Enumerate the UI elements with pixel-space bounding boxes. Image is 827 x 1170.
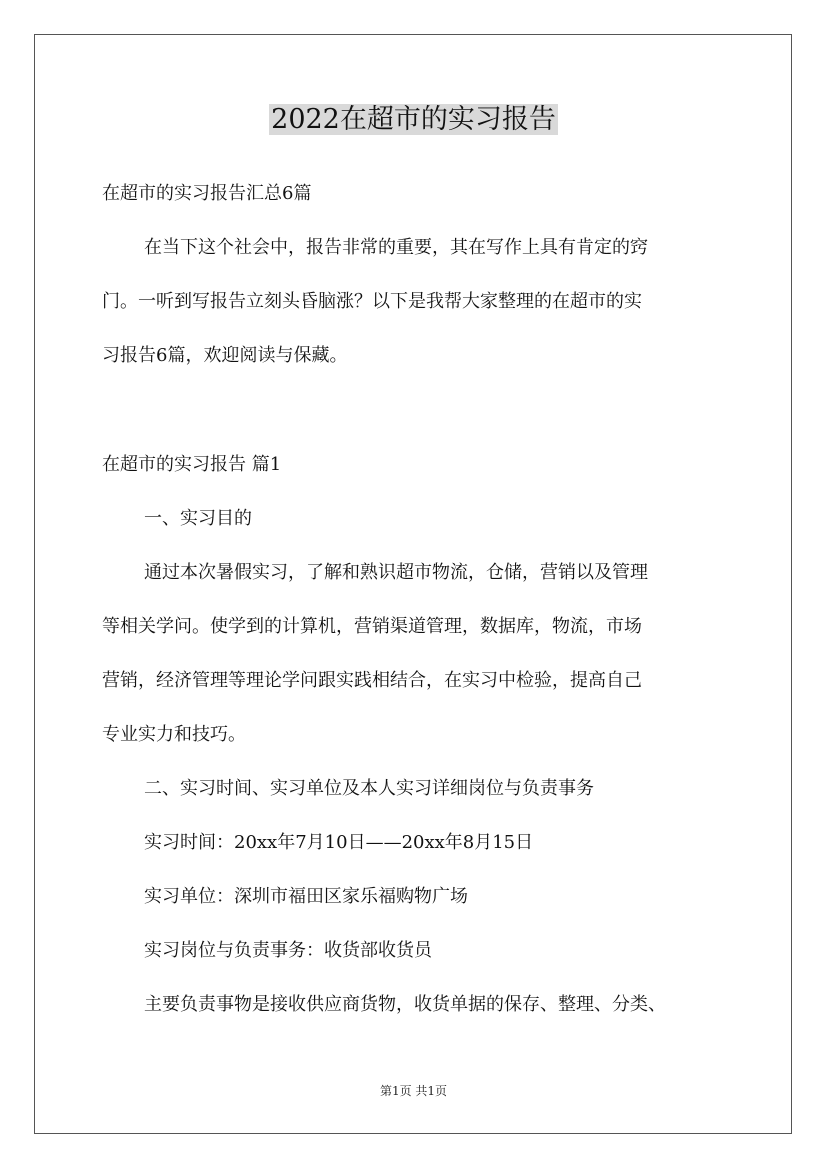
duty-line: 主要负责事物是接收供应商货物，收货单据的保存、整理、分类、	[144, 994, 666, 1015]
internship-post: 实习岗位与负责事务：收货部收货员	[144, 940, 432, 961]
intro-line-1: 在当下这个社会中，报告非常的重要，其在写作上具有肯定的窍	[144, 237, 648, 258]
purpose-line-4: 专业实力和技巧。	[102, 724, 246, 745]
intro-line-3: 习报告6篇，欢迎阅读与保藏。	[102, 345, 348, 366]
purpose-line-3: 营销，经济管理等理论学问跟实践相结合，在实习中检验，提高自己	[102, 670, 642, 691]
document-title	[0, 100, 827, 140]
page-footer: 第1页 共1页	[379, 1084, 448, 1098]
purpose-heading: 一、实习目的	[144, 508, 252, 529]
section-heading: 在超市的实习报告 篇1	[102, 454, 282, 475]
internship-unit: 实习单位：深圳市福田区家乐福购物广场	[144, 886, 468, 907]
purpose-line-1: 通过本次暑假实习，了解和熟识超市物流，仓储，营销以及管理	[144, 562, 648, 583]
time-heading: 二、实习时间、实习单位及本人实习详细岗位与负责事务	[144, 778, 594, 799]
internship-time: 实习时间：20xx年7月10日——20xx年8月15日	[144, 832, 534, 853]
document-subtitle: 在超市的实习报告汇总6篇	[102, 183, 312, 204]
purpose-line-2: 等相关学问。使学到的计算机，营销渠道管理，数据库，物流，市场	[102, 616, 642, 637]
document-title-text: 2022在超市的实习报告	[271, 104, 556, 135]
intro-line-2: 门。一听到写报告立刻头昏脑涨？以下是我帮大家整理的在超市的实	[102, 291, 642, 312]
